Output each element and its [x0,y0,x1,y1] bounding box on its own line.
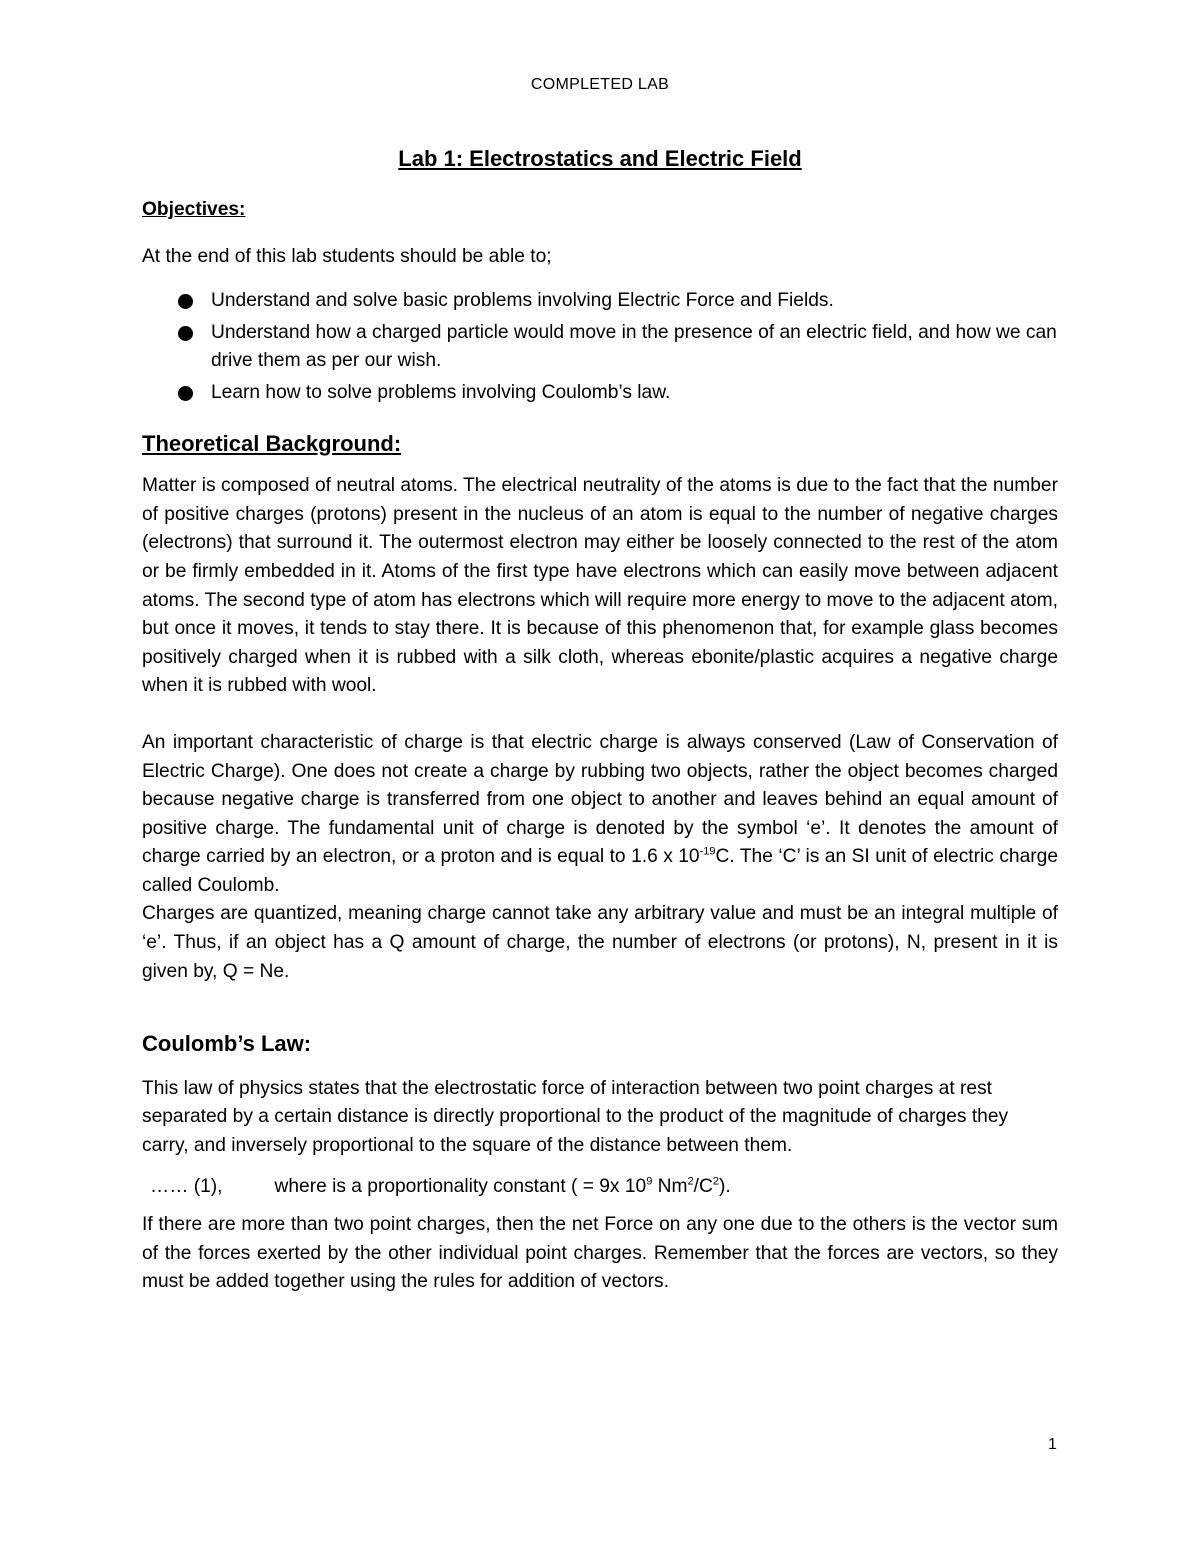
paragraph-text: C. The ‘C’ is an SI unit of electric charge called Coulomb. [142,846,1058,896]
unit-text: /C [693,1175,713,1197]
bullet-icon [178,326,193,341]
exponent: 9 [646,1175,653,1188]
objectives-intro: At the end of this lab students should be able to; [142,245,552,267]
bullet-icon [178,294,193,309]
unit-text: Nm [652,1175,688,1197]
objective-text: Understand how a charged particle would move in the presence of an electric field, and how we can drive them as per our wish. [211,321,1057,372]
paragraph-text: An important characteristic of charge is that electric charge is always conserved (Law of Conservation of Electric Charge). One does not create a charge by rubbing two objects, rather the object becomes charged because negative charge is transferred from one object to another and leaves behind an equal amount of positive charge. The fundamental unit of charge is denoted by the symbol ‘e’. It denotes the amount of charge carried by an electron, or a proton and is equal to 1.6 x 10 [142,731,1058,868]
exponent: 2 [712,1175,719,1188]
document-body [142,196,1058,1297]
coulomb-heading: Coulomb’s Law: [142,1031,312,1057]
objectives-heading: Objectives: [142,199,246,220]
background-heading: Theoretical Background: [142,430,402,456]
coulomb-paragraph-1: This law of physics states that the electrostatic force of interaction between two point charges at rest separated by a certain distance is directly proportional to the product of the magnitude of charges they carry, and inversely proportional to the square of the distance between them. [142,1077,1009,1157]
coulomb-formula-line [142,1173,1058,1202]
background-paragraph-3: Charges are quantized, meaning charge cannot take any arbitrary value and must be an integral multiple of ‘e’. Thus, if an object has a Q amount of charge, the number of electrons (or protons), N, present in it is given by, Q = Ne. [142,903,1058,982]
objectives-list [142,287,1058,407]
list-item [142,287,1058,316]
page-number: 1 [1048,1436,1057,1453]
exponent: -19 [699,845,716,858]
constant-text: where is a proportionality constant ( = 9x 10 [274,1175,647,1197]
list-item [142,379,1058,408]
bullet-icon [178,386,193,401]
constant-description [275,1173,731,1202]
list-item [142,319,1058,376]
background-paragraph-1: Matter is composed of neutral atoms. The electrical neutrality of the atoms is due to the fact that the number of positive charges (protons) present in the nucleus of an atom is equal to the number of negative charges (electrons) that surround it. The outermost electron may either be loosely connected to the rest of the atom or be firmly embedded in it. Atoms of the first type have electrons which can easily move between adjacent atoms. The second type of atom has electrons which will require more energy to move to the adjacent atom, but once it moves, it tends to stay there. It is because of this phenomenon that, for example glass becomes positively charged when it is rubbed with a silk cloth, whereas ebonite/plastic acquires a negative charge when it is rubbed with wool. [142,475,1058,697]
objective-text: Understand and solve basic problems involving Electric Force and Fields. [211,290,834,312]
objective-text: Learn how to solve problems involving Coulomb’s law. [211,381,671,403]
equation-label: …… (1), [150,1175,223,1197]
page-title: Lab 1: Electrostatics and Electric Field [398,146,802,171]
page-header: COMPLETED LAB [530,76,670,93]
unit-text: ). [718,1175,731,1197]
coulomb-paragraph-2: If there are more than two point charges, then the net Force on any one due to the others is the vector sum of the forces exerted by the other individual point charges. Remember that the forces are vectors, so they must be added together using the rules for addition of vectors. [142,1214,1058,1293]
background-paragraph-2 [142,729,1058,901]
exponent: 2 [687,1175,694,1188]
